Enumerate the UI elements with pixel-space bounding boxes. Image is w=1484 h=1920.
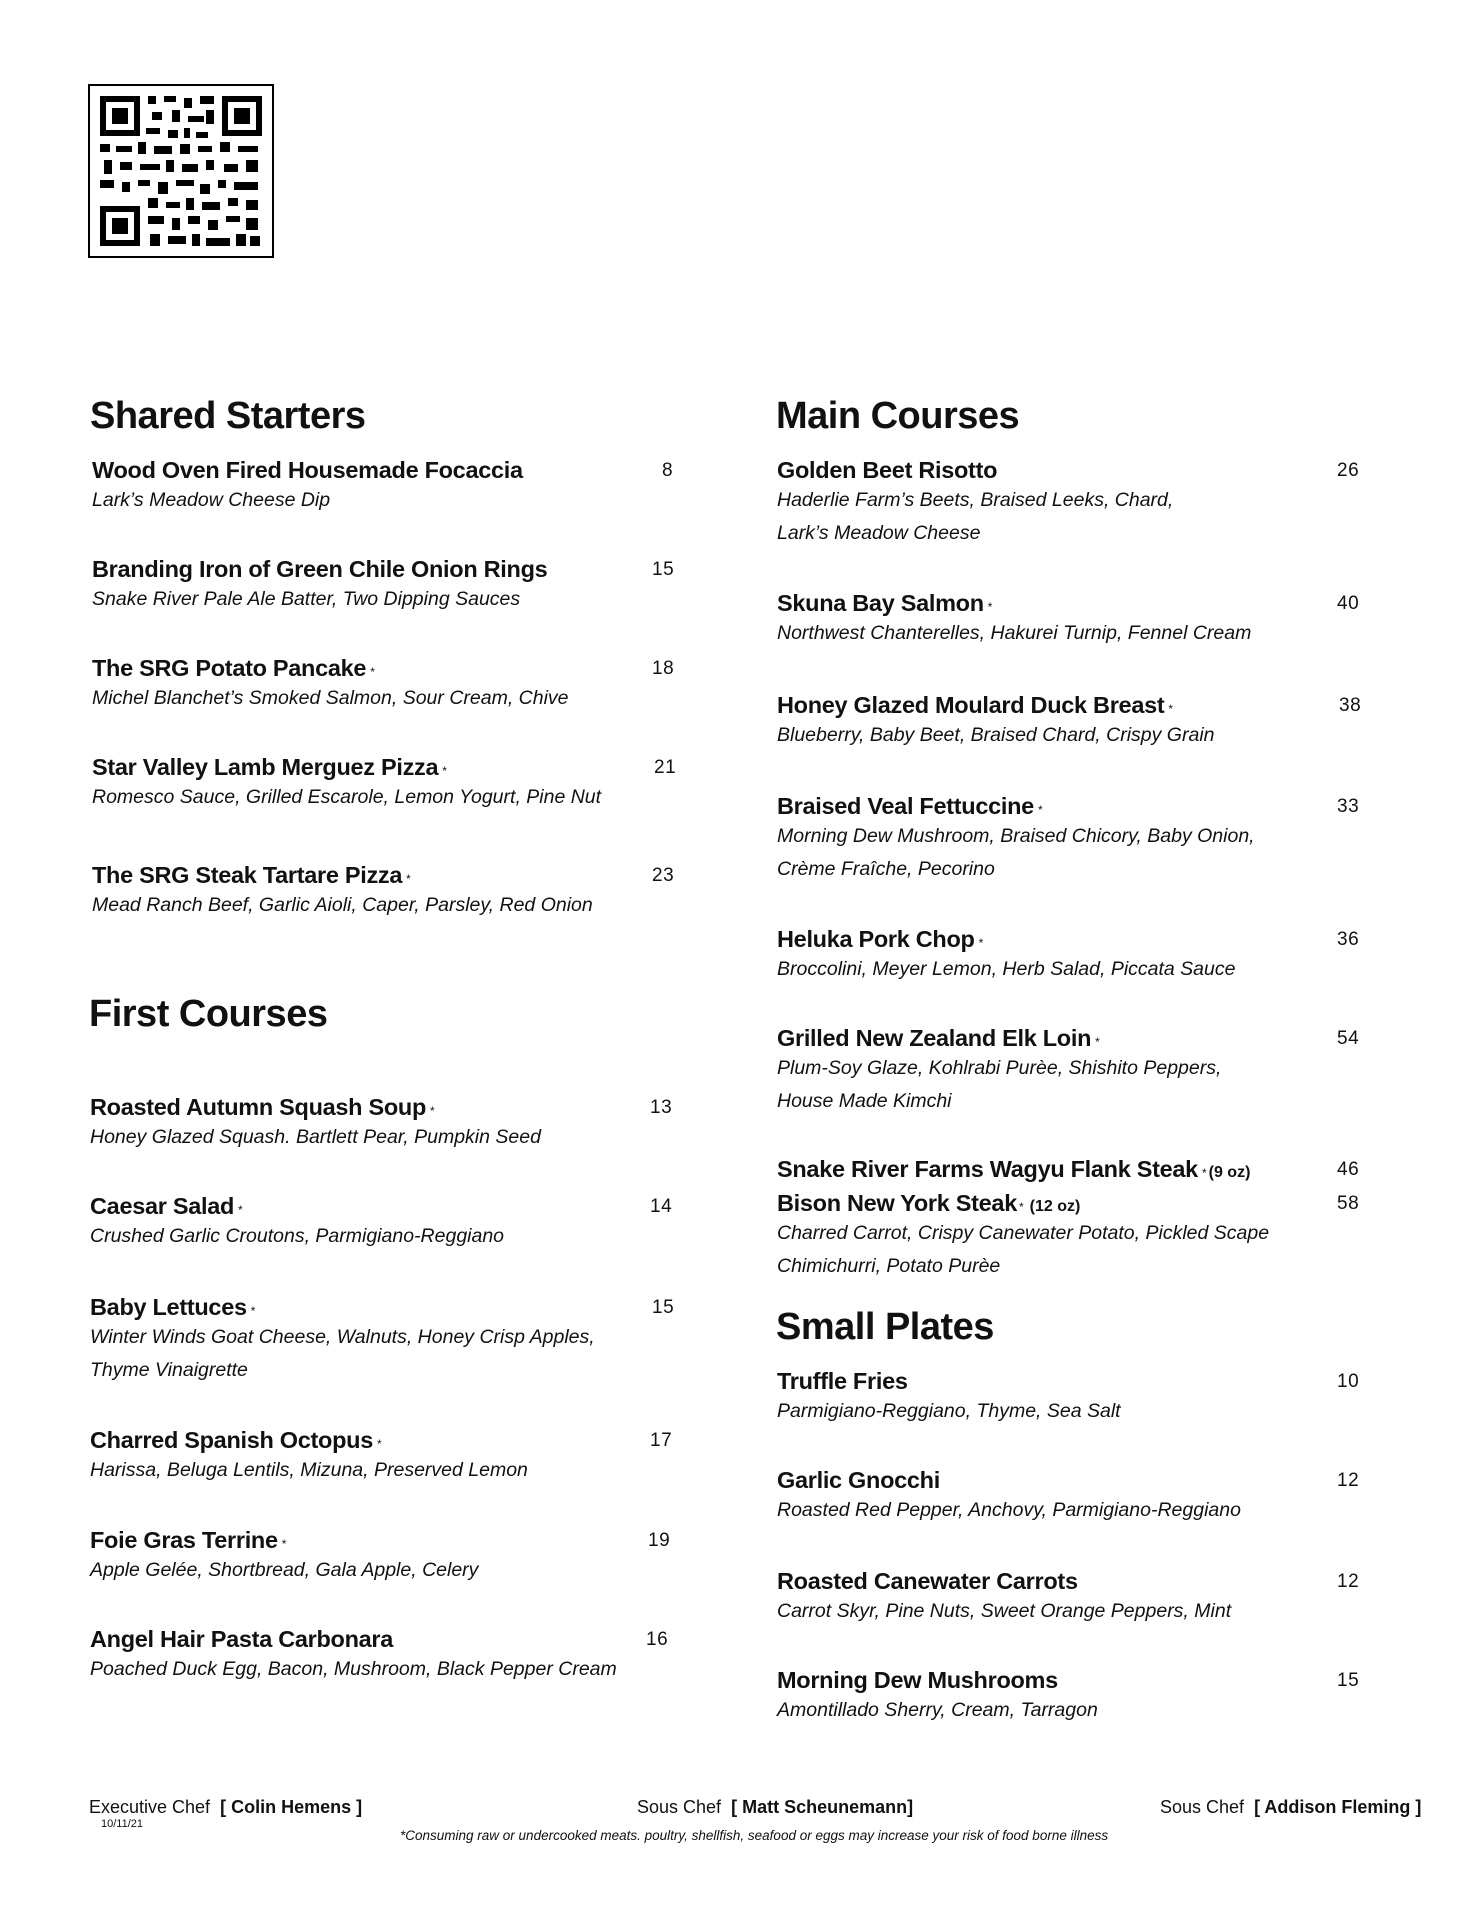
food-safety-disclaimer: *Consuming raw or undercooked meats. poultry, shellfish, seafood or eggs may increase your risk of food borne illness (400, 1828, 1109, 1843)
menu-item-bison (777, 1189, 1360, 1283)
item-description: Haderlie Farm’s Beets, Braised Leeks, Chard, (777, 489, 1174, 511)
item-name: Skuna Bay Salmon (777, 590, 984, 616)
item-price: 14 (650, 1196, 673, 1217)
raw-warning-star: * (281, 1536, 287, 1551)
item-price: 38 (1339, 695, 1362, 716)
item-name: Heluka Pork Chop (777, 926, 975, 952)
item-name: Braised Veal Fettuccine (777, 793, 1034, 819)
item-price: 15 (1337, 1670, 1360, 1691)
menu-item (90, 1093, 673, 1154)
raw-warning-star: * (238, 1202, 243, 1217)
qr-code-icon (88, 84, 274, 258)
item-name: Roasted Canewater Carrots (777, 1568, 1078, 1594)
section-title-small-plates: Small Plates (776, 1306, 994, 1348)
item-description: Morning Dew Mushroom, Braised Chicory, Baby Onion, (777, 825, 1255, 847)
item-description: Winter Winds Goat Cheese, Walnuts, Honey Crisp Apples, (90, 1326, 595, 1348)
item-name: The SRG Steak Tartare Pizza (92, 862, 403, 888)
item-name: Foie Gras Terrine (90, 1527, 278, 1553)
item-size: (9 oz) (1208, 1164, 1251, 1181)
item-description: Plum-Soy Glaze, Kohlrabi Purèe, Shishito Peppers, (777, 1057, 1222, 1079)
item-price: 21 (654, 757, 677, 778)
menu-item (777, 589, 1360, 650)
menu-item (92, 861, 675, 922)
item-description-line2: Lark’s Meadow Cheese (777, 522, 981, 544)
sous-chef-credit-2 (1160, 1797, 1421, 1818)
item-description: Roasted Red Pepper, Anchovy, Parmigiano-Reggiano (777, 1499, 1241, 1521)
section-title-main-courses: Main Courses (776, 395, 1020, 437)
raw-warning-star: * (430, 1103, 435, 1118)
menu-item (777, 792, 1360, 886)
raw-warning-star: * (370, 664, 375, 679)
menu-item (90, 1625, 669, 1686)
item-name: Branding Iron of Green Chile Onion Rings (92, 556, 548, 582)
item-name: Charred Spanish Octopus (90, 1427, 373, 1453)
item-description: Broccolini, Meyer Lemon, Herb Salad, Piccata Sauce (777, 958, 1236, 980)
item-name: Caesar Salad (90, 1193, 235, 1219)
item-description: Michel Blanchet’s Smoked Salmon, Sour Cream, Chive (92, 687, 569, 709)
item-description: Apple Gelée, Shortbread, Gala Apple, Celery (90, 1559, 479, 1581)
item-price: 8 (662, 460, 674, 481)
item-description: Mead Ranch Beef, Garlic Aioli, Caper, Parsley, Red Onion (92, 894, 593, 916)
executive-chef-credit (89, 1797, 362, 1818)
raw-warning-star: * (1095, 1034, 1100, 1049)
item-description: Northwest Chanterelles, Hakurei Turnip, Fennel Cream (777, 622, 1252, 644)
item-price: 36 (1337, 929, 1360, 950)
item-price: 18 (652, 658, 675, 679)
sous-chef-credit-1 (637, 1797, 913, 1818)
item-name: Grilled New Zealand Elk Loin (777, 1025, 1092, 1051)
menu-item (777, 1367, 1360, 1428)
item-price: 23 (652, 865, 675, 886)
sous-chef-name: [ Addison Fleming ] (1254, 1797, 1422, 1817)
sous-chef-label: Sous Chef (637, 1797, 722, 1817)
item-name: Golden Beet Risotto (777, 457, 998, 483)
item-price: 46 (1337, 1159, 1360, 1180)
section-title-shared-starters: Shared Starters (90, 395, 366, 437)
menu-item (777, 456, 1360, 550)
raw-warning-star: * (376, 1436, 382, 1451)
item-price: 26 (1337, 460, 1360, 481)
menu-item (92, 555, 675, 616)
sous-chef-label: Sous Chef (1160, 1797, 1245, 1817)
item-price: 54 (1337, 1028, 1360, 1049)
item-name: Honey Glazed Moulard Duck Breast (777, 692, 1165, 718)
item-description-line2: Chimichurri, Potato Purèe (777, 1255, 1001, 1277)
raw-warning-star: * (442, 763, 447, 778)
item-price: 15 (652, 1297, 675, 1318)
exec-chef-name: [ Colin Hemens ] (220, 1797, 363, 1817)
item-name: Wood Oven Fired Housemade Focaccia (92, 457, 523, 483)
item-price: 15 (652, 559, 675, 580)
item-name: Star Valley Lamb Merguez Pizza (92, 754, 439, 780)
sous-chef-name: [ Matt Scheunemann] (731, 1797, 914, 1817)
item-description-line2: Crème Fraîche, Pecorino (777, 858, 995, 880)
raw-warning-star: * (1037, 802, 1043, 817)
item-name: Garlic Gnocchi (777, 1467, 940, 1493)
item-name: The SRG Potato Pancake (92, 655, 367, 681)
item-price: 40 (1337, 593, 1360, 614)
item-description: Poached Duck Egg, Bacon, Mushroom, Black Pepper Cream (90, 1658, 617, 1680)
menu-item (90, 1293, 675, 1387)
menu-item (777, 1666, 1360, 1727)
raw-warning-star: * (1018, 1199, 1024, 1214)
item-name: Roasted Autumn Squash Soup (90, 1094, 427, 1120)
menu-item (92, 654, 675, 715)
item-description: Snake River Pale Ale Batter, Two Dipping Sauces (92, 588, 521, 610)
item-description: Harissa, Beluga Lentils, Mizuna, Preserved Lemon (90, 1459, 528, 1481)
item-description: Lark’s Meadow Cheese Dip (92, 489, 331, 511)
item-price: 17 (650, 1430, 673, 1451)
item-price: 16 (646, 1629, 669, 1650)
raw-warning-star: * (1168, 701, 1174, 716)
raw-warning-star: * (1201, 1165, 1207, 1180)
item-name: Morning Dew Mushrooms (777, 1667, 1058, 1693)
item-price: 13 (650, 1097, 673, 1118)
item-name: Baby Lettuces (90, 1294, 247, 1320)
raw-warning-star: * (250, 1303, 256, 1318)
raw-warning-star: * (978, 935, 984, 950)
item-price: 58 (1337, 1193, 1360, 1214)
raw-warning-star: * (406, 871, 411, 886)
item-description-line2: Thyme Vinaigrette (90, 1359, 248, 1381)
menu-item (777, 1024, 1360, 1118)
item-price: 33 (1337, 796, 1360, 817)
item-name: Bison New York Steak (777, 1190, 1017, 1216)
menu-item (92, 753, 677, 814)
menu-date: 10/11/21 (101, 1818, 144, 1830)
menu-item (777, 691, 1362, 752)
item-description: Honey Glazed Squash. Bartlett Pear, Pumpkin Seed (90, 1126, 541, 1148)
menu-item (777, 925, 1360, 986)
menu-item-wagyu (777, 1155, 1360, 1183)
menu-item (90, 1426, 673, 1487)
menu-item (777, 1466, 1360, 1527)
item-description: Blueberry, Baby Beet, Braised Chard, Crispy Grain (777, 724, 1215, 746)
menu-item (777, 1567, 1360, 1628)
item-description: Charred Carrot, Crispy Canewater Potato, Pickled Scape (777, 1222, 1270, 1244)
item-description: Romesco Sauce, Grilled Escarole, Lemon Yogurt, Pine Nut (92, 786, 602, 808)
item-price: 12 (1337, 1571, 1360, 1592)
menu-item (92, 456, 674, 517)
exec-chef-label: Executive Chef (89, 1797, 211, 1817)
item-price: 12 (1337, 1470, 1360, 1491)
section-title-first-courses: First Courses (89, 993, 328, 1035)
item-size: (12 oz) (1029, 1198, 1081, 1215)
item-name: Angel Hair Pasta Carbonara (90, 1626, 394, 1652)
item-description: Parmigiano-Reggiano, Thyme, Sea Salt (777, 1400, 1121, 1422)
raw-warning-star: * (987, 599, 993, 614)
item-price: 10 (1337, 1371, 1360, 1392)
item-description-line2: House Made Kimchi (777, 1090, 952, 1112)
item-name: Snake River Farms Wagyu Flank Steak (777, 1156, 1198, 1182)
item-description: Amontillado Sherry, Cream, Tarragon (777, 1699, 1098, 1721)
menu-item (90, 1192, 673, 1253)
item-name: Truffle Fries (777, 1368, 908, 1394)
item-description: Carrot Skyr, Pine Nuts, Sweet Orange Peppers, Mint (777, 1600, 1232, 1622)
item-price: 19 (648, 1530, 671, 1551)
item-description: Crushed Garlic Croutons, Parmigiano-Reggiano (90, 1225, 505, 1247)
menu-item (90, 1526, 671, 1587)
